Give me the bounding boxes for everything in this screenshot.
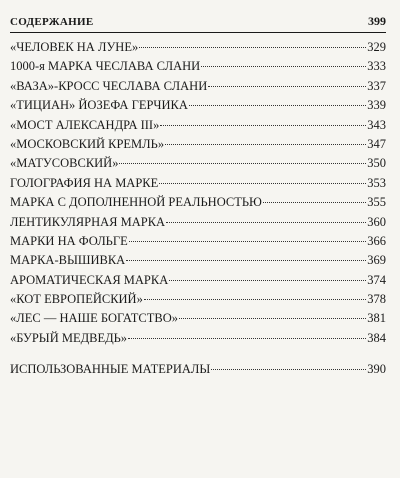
toc-entry-page: 347 xyxy=(367,136,386,151)
dot-leader xyxy=(119,163,366,164)
toc-entry xyxy=(10,253,386,272)
toc-entry xyxy=(10,40,386,59)
dot-leader xyxy=(129,241,367,242)
toc-entry xyxy=(10,98,386,117)
dot-leader xyxy=(126,260,366,261)
dot-leader xyxy=(166,222,366,223)
dot-leader xyxy=(208,86,366,87)
dot-leader xyxy=(179,318,366,319)
toc-entry xyxy=(10,215,386,234)
toc-entry xyxy=(10,176,386,195)
toc-entry-title: «МОСТ АЛЕКСАНДРА III» xyxy=(10,117,160,132)
toc-entry-title: МАРКА-ВЫШИВКА xyxy=(10,253,126,268)
toc-entry-page: 353 xyxy=(367,175,386,190)
toc-entry-page: 360 xyxy=(367,214,386,229)
toc-entry-title: «МАТУСОВСКИЙ» xyxy=(10,156,119,171)
toc-entry xyxy=(10,79,386,98)
toc-entry-title: МАРКИ НА ФОЛЬГЕ xyxy=(10,233,128,248)
running-header xyxy=(10,14,386,32)
toc-entry-title: МАРКА С ДОПОЛНЕННОЙ РЕАЛЬНОСТЬЮ xyxy=(10,195,262,210)
toc-entry-page: 355 xyxy=(367,195,386,210)
dot-leader xyxy=(160,125,366,126)
toc-entry-page: 384 xyxy=(367,330,386,345)
toc-entry-page: 329 xyxy=(367,40,386,54)
toc-entry xyxy=(10,59,386,78)
toc-entry xyxy=(10,273,386,292)
toc-entry xyxy=(10,292,386,311)
toc-entry-page: 337 xyxy=(367,78,386,93)
dot-leader xyxy=(189,105,366,106)
toc-entry-page: 333 xyxy=(367,59,386,74)
toc-entry-page: 343 xyxy=(367,117,386,132)
table-of-contents xyxy=(10,40,386,382)
section-title: СОДЕРЖАНИЕ xyxy=(10,16,94,28)
dot-leader xyxy=(263,202,366,203)
toc-entry-title: 1000-я МАРКА ЧЕСЛАВА СЛАНИ xyxy=(10,59,201,74)
toc-entry-title: АРОМАТИЧЕСКАЯ МАРКА xyxy=(10,272,169,287)
page-number: 399 xyxy=(368,14,386,28)
toc-entry-title: «ЧЕЛОВЕК НА ЛУНЕ» xyxy=(10,40,139,54)
toc-entry-title: «БУРЫЙ МЕДВЕДЬ» xyxy=(10,330,128,345)
dot-leader xyxy=(139,47,366,48)
toc-entry-title: ГОЛОГРАФИЯ НА МАРКЕ xyxy=(10,175,159,190)
header-rule xyxy=(10,32,386,33)
toc-entry-title: «КОТ ЕВРОПЕЙСКИЙ» xyxy=(10,292,143,307)
toc-entry xyxy=(10,331,386,350)
toc-entry-title: «ЛЕС — НАШЕ БОГАТСТВО» xyxy=(10,311,179,326)
toc-entry xyxy=(10,195,386,214)
toc-entry-title: ИСПОЛЬЗОВАННЫЕ МАТЕРИАЛЫ xyxy=(10,362,211,377)
dot-leader xyxy=(201,66,366,67)
dot-leader xyxy=(144,299,366,300)
toc-entry xyxy=(10,137,386,156)
toc-entry-page: 381 xyxy=(367,311,386,326)
toc-entry-page: 350 xyxy=(367,156,386,171)
toc-entry-page: 378 xyxy=(367,292,386,307)
dot-leader xyxy=(169,280,366,281)
toc-entry xyxy=(10,156,386,175)
dot-leader xyxy=(159,183,366,184)
toc-entry-page: 339 xyxy=(367,98,386,113)
toc-entry-title: «ТИЦИАН» ЙОЗЕФА ГЕРЧИКА xyxy=(10,98,188,113)
toc-entry xyxy=(10,311,386,330)
toc-entry-page: 390 xyxy=(367,362,386,377)
toc-entry xyxy=(10,234,386,253)
toc-entry-title: ЛЕНТИКУЛЯРНАЯ МАРКА xyxy=(10,214,166,229)
dot-leader xyxy=(211,369,366,370)
toc-entry-page: 366 xyxy=(367,233,386,248)
dot-leader xyxy=(128,338,366,339)
toc-entry-title: «МОСКОВСКИЙ КРЕМЛЬ» xyxy=(10,136,165,151)
toc-entry xyxy=(10,118,386,137)
toc-entry-title: «ВАЗА»-КРОСС ЧЕСЛАВА СЛАНИ xyxy=(10,78,208,93)
dot-leader xyxy=(165,144,366,145)
toc-entry xyxy=(10,362,386,381)
toc-entry-page: 374 xyxy=(367,272,386,287)
toc-entry-page: 369 xyxy=(367,253,386,268)
